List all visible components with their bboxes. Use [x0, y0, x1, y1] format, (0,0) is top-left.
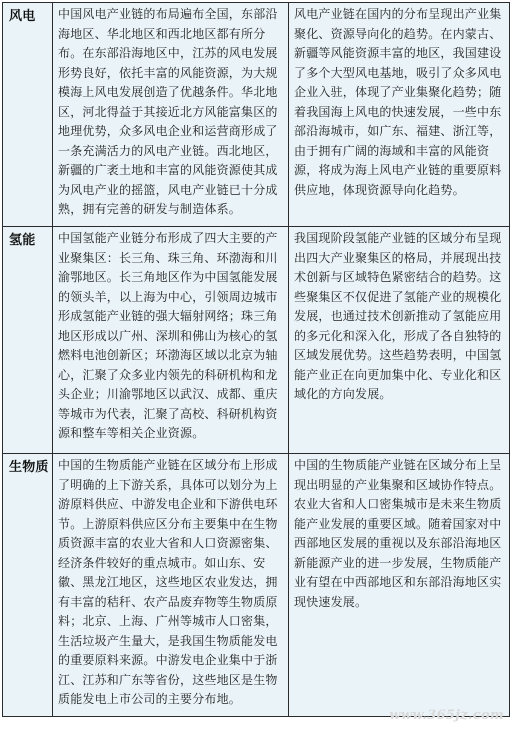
- distribution-cell: 中国的生物质能产业链在区域分布上形成了明确的上下游关系，具体可以划分为上游原料供应、中游发电企业和下游供电环节。上游原料供应区分布主要集中在生物质资源丰富的农业大省和人口资源密集、经济条件较好的重点城市。如山东、安徽、黑龙江地区，这些地区农业发达，拥有丰富的秸秆、农产品废弃物等生物质原料；北京、上海、广州等城市人口密集，生活垃圾产生量大，是我国生物质能发电的重要原料来源。中游发电企业集中于浙江、江苏和广东等省份，这些地区是生物质能发电上市公司的主要分布地。: [53, 454, 289, 717]
- site-watermark: www.365jz.com: [389, 708, 504, 723]
- distribution-cell: 中国风电产业链的布局遍布全国，东部沿海地区、华北地区和西北地区都有所分布。在东部沿海地区中，江苏的风电发展形势良好，依托丰富的风能资源，为大规模海上风电发展创造了优越条件。华北地区，河北得益于其接近北方风能富集区的地理优势，众多风电企业和运营商形成了一条充满活力的风电产业链。西北地区，新疆的广袤土地和丰富的风能资源使其成为风电产业的摇篮，风电产业链已十分成熟，拥有完善的研发与制造体系。: [53, 3, 289, 227]
- trend-cell: 我国现阶段氢能产业链的区域分布呈现出四大产业聚集区的格局，并展现出技术创新与区域特色紧密结合的趋势。这些聚集区不仅促进了氢能产业的规模化发展，也通过技术创新推动了氢能应用的多元化和深入化，形成了各自独特的区域发展优势。这些趋势表明，中国氢能产业正在向更加集中化、专业化和区域化的方向发展。: [289, 227, 510, 454]
- table-row: [3, 227, 510, 454]
- table-row: [3, 454, 510, 717]
- row-category-wind: 风电: [3, 3, 53, 227]
- row-category-hydrogen: 氢能: [3, 227, 53, 454]
- industry-distribution-table: [2, 2, 510, 717]
- row-category-biomass: 生物质: [3, 454, 53, 717]
- table-row: [3, 3, 510, 227]
- distribution-cell: 中国氢能产业链分布形成了四大主要的产业聚集区：长三角、珠三角、环渤海和川渝鄂地区。长三角地区作为中国氢能发展的领头羊，以上海为中心，引领周边城市形成氢能产业链的强大辐射网络；珠三角地区形成以广州、深圳和佛山为核心的氢燃料电池创新区；环渤海区域以北京为轴心，汇聚了众多业内领先的科研机构和龙头企业；川渝鄂地区以武汉、成都、重庆等城市为代表，汇聚了高校、科研机构资源和整车等相关企业资源。: [53, 227, 289, 454]
- trend-cell: 风电产业链在国内的分布呈现出产业集聚化、资源导向化的趋势。在内蒙古、新疆等风能资源丰富的地区，我国建设了多个大型风电基地，吸引了众多风电企业入驻，体现了产业集聚化趋势；随着我国海上风电的快速发展，一些中东部沿海城市，如广东、福建、浙江等，由于拥有广阔的海域和丰富的风能资源，将成为海上风电产业链的重要原料供应地，体现资源导向化趋势。: [289, 3, 510, 227]
- trend-cell: 中国的生物质能产业链在区域分布上呈现出明显的产业集聚和区域协作特点。农业大省和人口密集城市是未来生物质能产业发展的重要区域。随着国家对中西部地区发展的重视以及东部沿海地区新能源产业的进一步发展，生物质能产业有望在中西部地区和东部沿海地区实现快速发展。: [289, 454, 510, 717]
